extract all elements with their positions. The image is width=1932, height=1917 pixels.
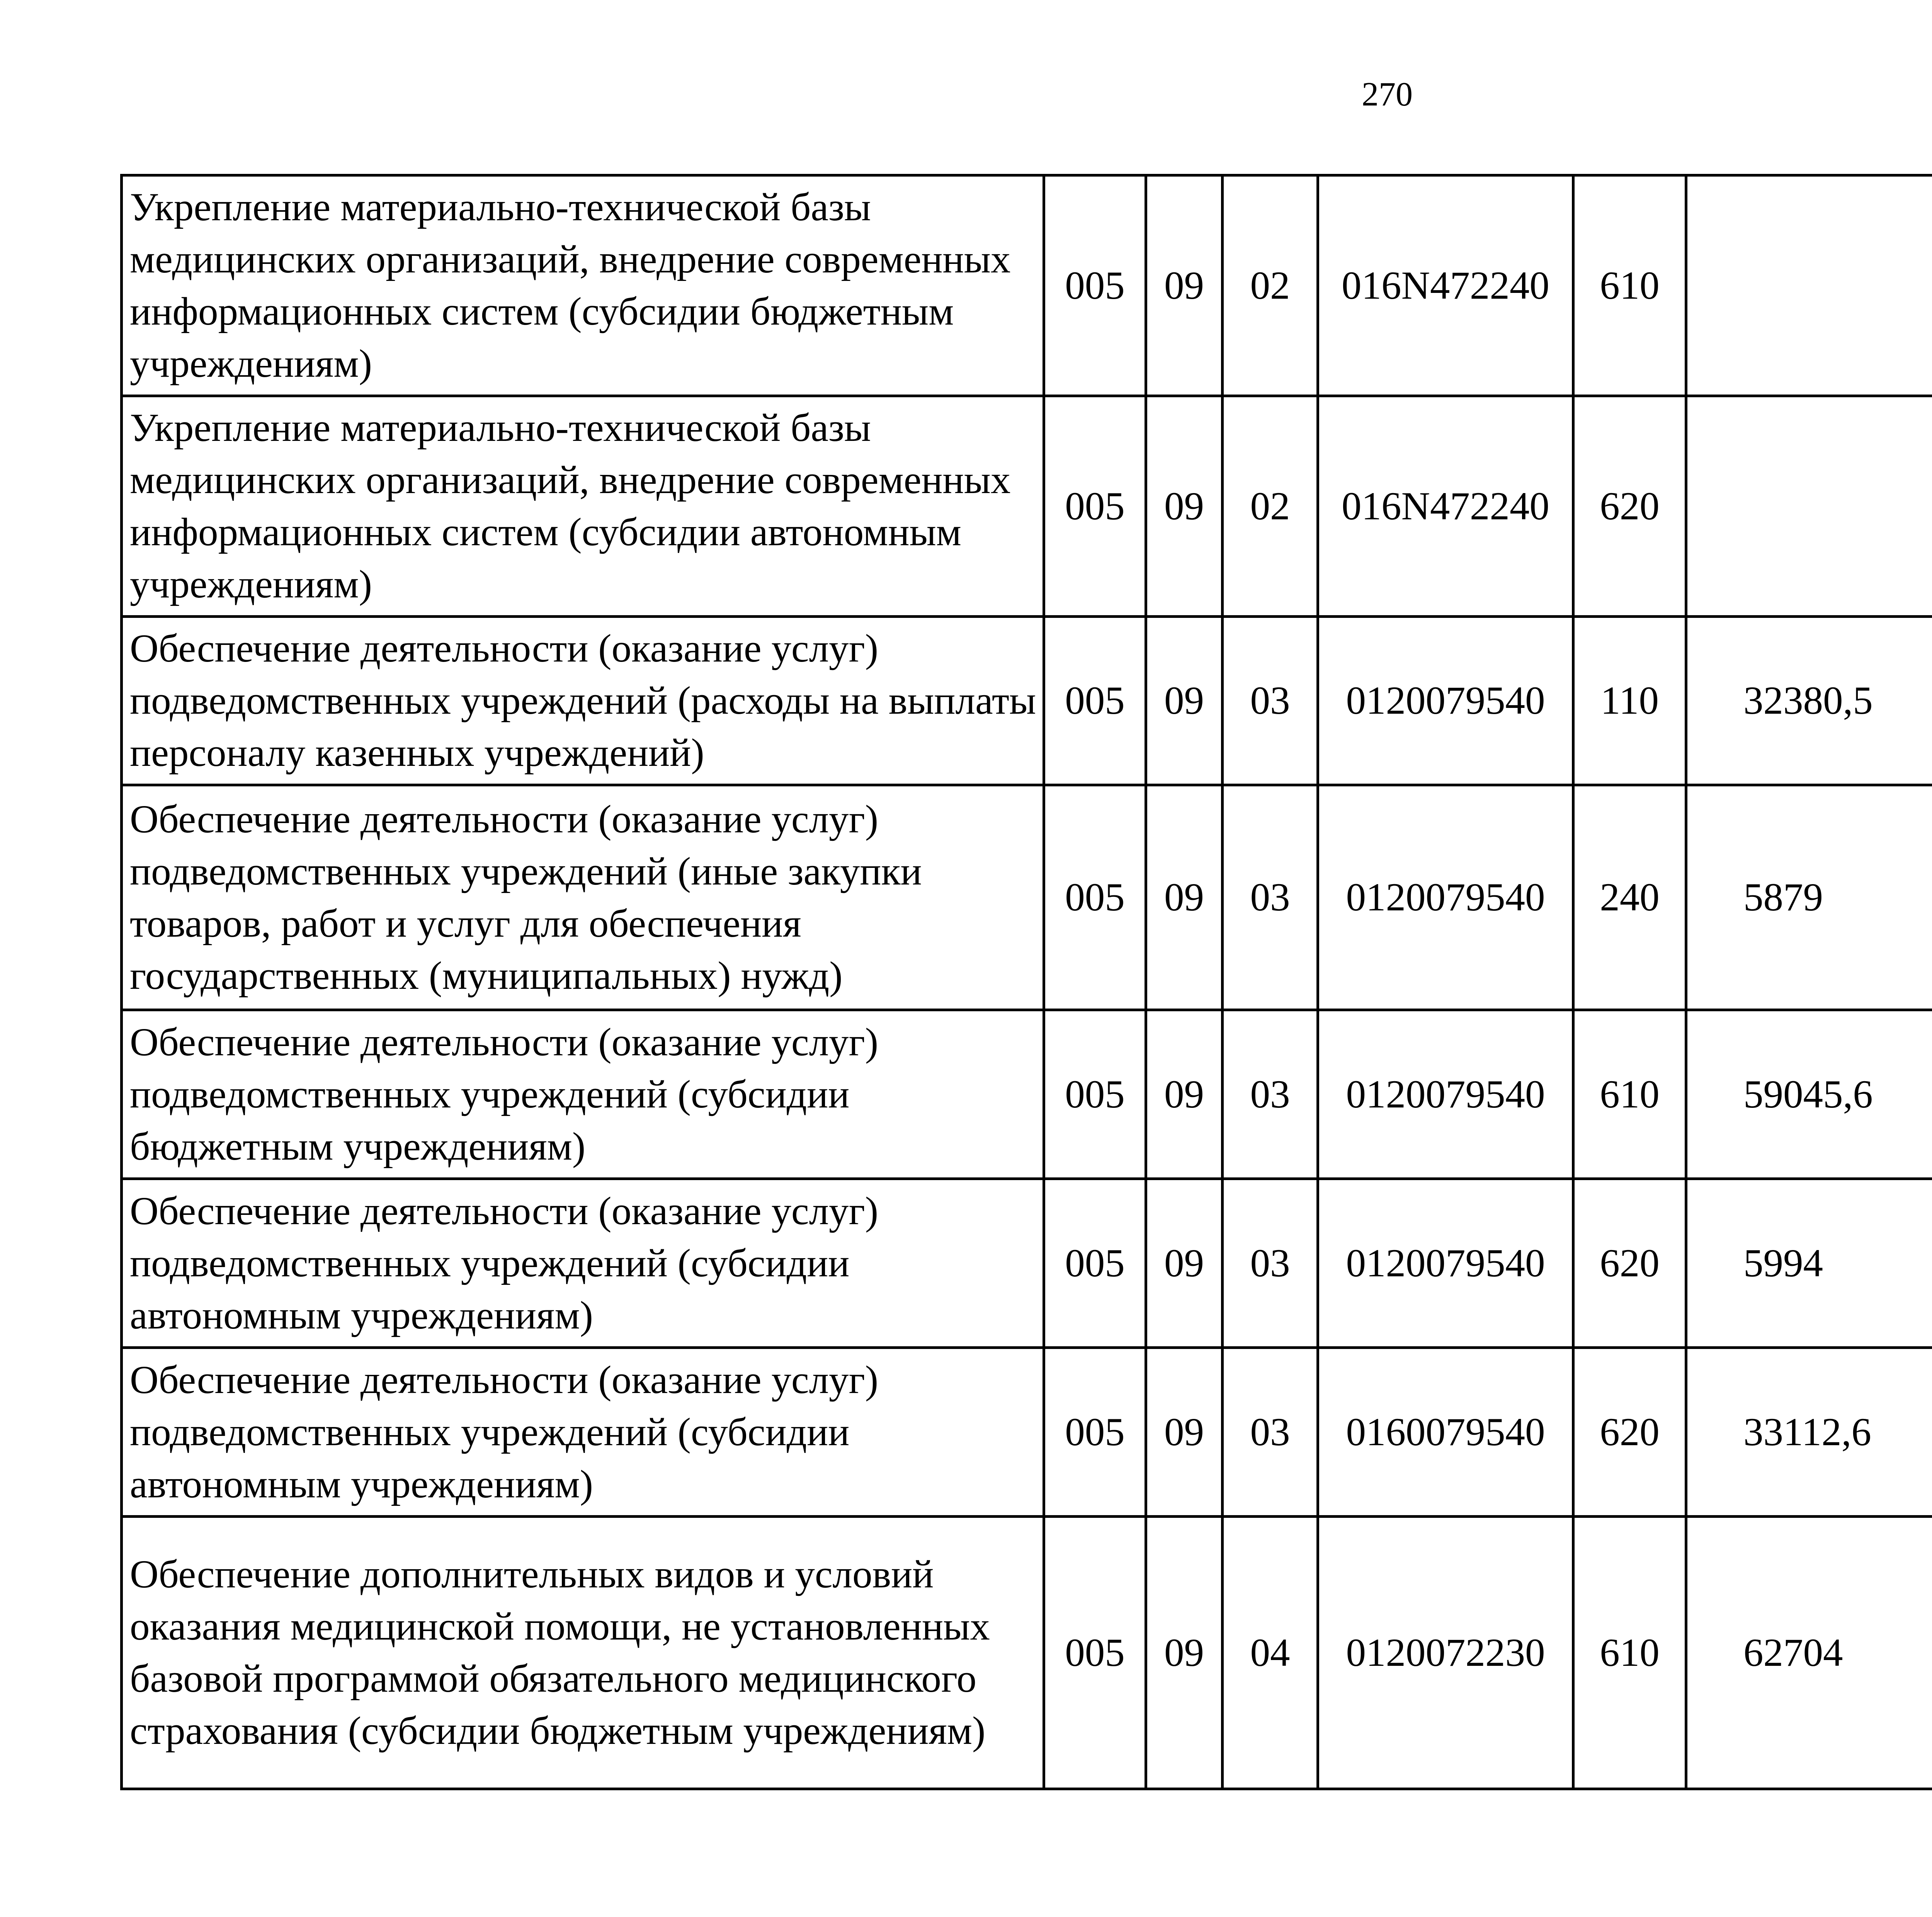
section-code: 09	[1146, 1010, 1223, 1179]
row-description: Обеспечение деятельности (оказание услуг) подведомственных учреждений (субсидии бюджетным учреждениям)	[122, 1010, 1044, 1179]
amount-1: 32380,5	[1686, 617, 1932, 785]
table-row	[122, 1179, 1932, 1348]
row-description: Обеспечение деятельности (оказание услуг) подведомственных учреждений (субсидии автономным учреждениям)	[122, 1179, 1044, 1348]
row-description: Укрепление материально-технической базы медицинских организаций, внедрение современных информационных систем (субсидии бюджетным учреждениям)	[122, 175, 1044, 396]
subsection-code: 04	[1223, 1517, 1318, 1789]
section-code: 09	[1146, 1348, 1223, 1517]
section-code: 09	[1146, 1517, 1223, 1789]
target-article-code: 0120079540	[1318, 785, 1573, 1010]
amount-1: 33112,6	[1686, 1348, 1932, 1517]
amount-1	[1686, 175, 1932, 396]
subsection-code: 02	[1223, 396, 1318, 617]
row-description: Обеспечение деятельности (оказание услуг) подведомственных учреждений (иные закупки товаров, работ и услуг для обеспечения государственных (муниципальных) нужд)	[122, 785, 1044, 1010]
expense-type-code: 620	[1573, 1348, 1686, 1517]
ministry-code: 005	[1044, 785, 1146, 1010]
table-row	[122, 396, 1932, 617]
expense-type-code: 620	[1573, 1179, 1686, 1348]
amount-1: 5994	[1686, 1179, 1932, 1348]
section-code: 09	[1146, 785, 1223, 1010]
subsection-code: 02	[1223, 175, 1318, 396]
budget-table	[120, 174, 1932, 1790]
page-number: 270	[1362, 76, 1413, 113]
amount-1: 5879	[1686, 785, 1932, 1010]
table-row	[122, 1010, 1932, 1179]
subsection-code: 03	[1223, 1010, 1318, 1179]
subsection-code: 03	[1223, 1179, 1318, 1348]
target-article-code: 0120079540	[1318, 1179, 1573, 1348]
section-code: 09	[1146, 175, 1223, 396]
target-article-code: 0120079540	[1318, 1010, 1573, 1179]
amount-1: 62704	[1686, 1517, 1932, 1789]
target-article-code: 0120072230	[1318, 1517, 1573, 1789]
target-article-code: 0120079540	[1318, 617, 1573, 785]
table-row	[122, 617, 1932, 785]
target-article-code: 0160079540	[1318, 1348, 1573, 1517]
ministry-code: 005	[1044, 1179, 1146, 1348]
ministry-code: 005	[1044, 1348, 1146, 1517]
amount-1: 59045,6	[1686, 1010, 1932, 1179]
subsection-code: 03	[1223, 785, 1318, 1010]
subsection-code: 03	[1223, 617, 1318, 785]
table-row	[122, 1517, 1932, 1789]
row-description: Укрепление материально-технической базы медицинских организаций, внедрение современных информационных систем (субсидии автономным учреждениям)	[122, 396, 1044, 617]
section-code: 09	[1146, 1179, 1223, 1348]
ministry-code: 005	[1044, 175, 1146, 396]
expense-type-code: 620	[1573, 396, 1686, 617]
row-description: Обеспечение деятельности (оказание услуг) подведомственных учреждений (субсидии автономным учреждениям)	[122, 1348, 1044, 1517]
target-article-code: 016N472240	[1318, 175, 1573, 396]
expense-type-code: 110	[1573, 617, 1686, 785]
row-description: Обеспечение деятельности (оказание услуг) подведомственных учреждений (расходы на выплаты персоналу казенных учреждений)	[122, 617, 1044, 785]
ministry-code: 005	[1044, 1517, 1146, 1789]
target-article-code: 016N472240	[1318, 396, 1573, 617]
ministry-code: 005	[1044, 1010, 1146, 1179]
subsection-code: 03	[1223, 1348, 1318, 1517]
ministry-code: 005	[1044, 396, 1146, 617]
expense-type-code: 610	[1573, 1517, 1686, 1789]
ministry-code: 005	[1044, 617, 1146, 785]
expense-type-code: 610	[1573, 175, 1686, 396]
table-row	[122, 1348, 1932, 1517]
amount-1	[1686, 396, 1932, 617]
expense-type-code: 240	[1573, 785, 1686, 1010]
table-row	[122, 175, 1932, 396]
row-description: Обеспечение дополнительных видов и условий оказания медицинской помощи, не установленных базовой программой обязательного медицинского страхования (субсидии бюджетным учреждениям)	[122, 1517, 1044, 1789]
expense-type-code: 610	[1573, 1010, 1686, 1179]
section-code: 09	[1146, 617, 1223, 785]
table-row	[122, 785, 1932, 1010]
budget-table-body	[122, 175, 1932, 1789]
section-code: 09	[1146, 396, 1223, 617]
